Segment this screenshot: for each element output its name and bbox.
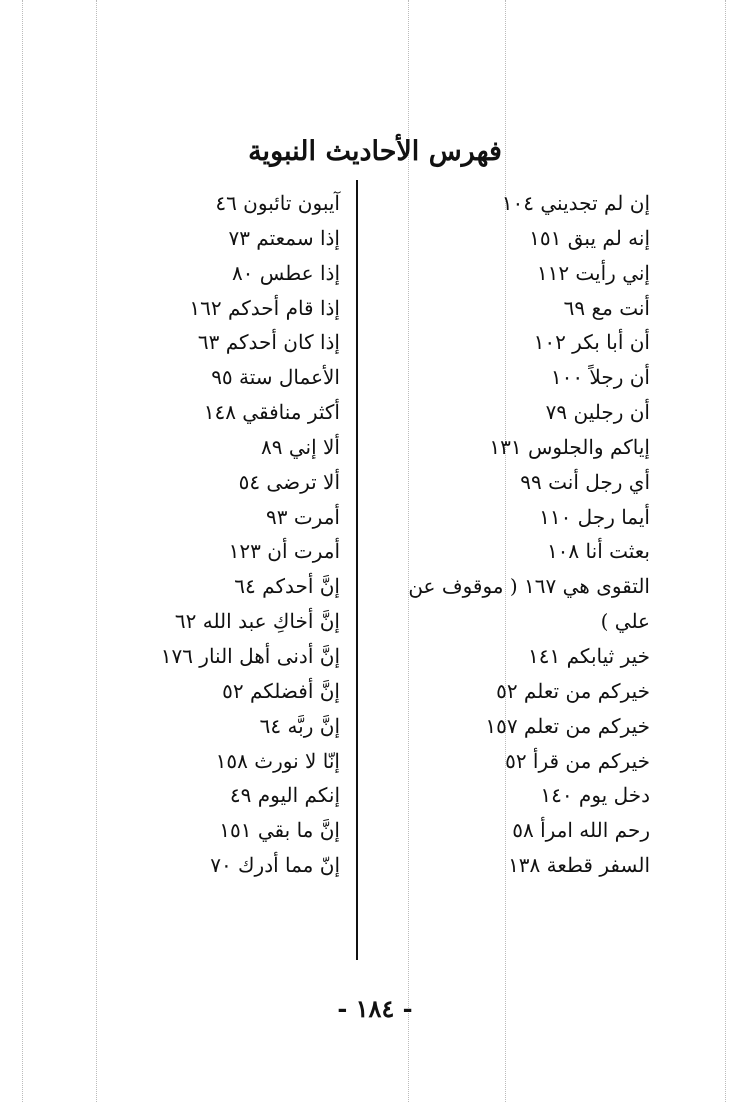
index-entry: ألا إني ٨٩ [261,434,340,459]
index-entry: رحم الله امرأ ٥٨ [512,818,650,843]
index-entry: آيبون تائبون ٤٦ [215,191,340,215]
column-divider [356,180,358,960]
index-entry: إنّ مما أدرك ٧٠ [210,853,340,878]
index-entry: إنَّ أخاكِ عبد الله ٦٢ [174,609,340,634]
index-entry: إذا سمعتم ٧٣ [228,225,340,250]
index-entry: إن لم تجديني ١٠٤ [501,191,650,215]
index-column-left [50,186,340,883]
index-column-right [350,186,650,883]
index-entry: خيركم من تعلم ١٥٧ [485,713,650,738]
index-entry: أن رجلين ٧٩ [545,400,650,425]
index-entry: إنَّ أحدكم ٦٤ [234,574,340,599]
index-entry: أن أبا بكر ١٠٢ [533,330,650,355]
index-entry: دخل يوم ١٤٠ [540,783,650,808]
index-entry-continuation: علي ) [600,609,650,634]
index-entry: إني رأيت ١١٢ [536,260,650,285]
index-entry: بعثت أنا ١٠٨ [546,539,650,564]
index-entry: أيما رجل ١١٠ [539,504,650,529]
index-entry: خيركم من تعلم ٥٢ [496,678,650,703]
index-entry: إياكم والجلوس ١٣١ [489,434,650,459]
index-entry: إنكم اليوم ٤٩ [229,783,340,808]
index-entry: أمرت أن ١٢٣ [228,539,340,564]
index-entry: إنَّ أفضلكم ٥٢ [222,678,340,703]
index-entry: إنه لم يبق ١٥١ [529,225,650,250]
index-entry: إذا قام أحدكم ١٦٢ [189,295,340,320]
index-entry: الأعمال ستة ٩٥ [211,365,340,390]
index-entry: أكثر منافقي ١٤٨ [203,400,340,425]
index-entry: إنَّ أدنى أهل النار ١٧٦ [160,643,340,668]
index-entry: ألا ترضى ٥٤ [238,469,340,494]
index-entry: إنَّ ما بقي ١٥١ [219,818,340,843]
index-entry: خير ثيابكم ١٤١ [528,643,650,668]
index-entry: أمرت ٩٣ [266,504,340,529]
index-entry: إذا كان أحدكم ٦٣ [197,330,340,355]
index-entry: إنّا لا نورث ١٥٨ [215,748,340,773]
index-entry: إذا عطس ٨٠ [231,260,340,285]
index-entry: إنَّ ربَّه ٦٤ [259,713,340,738]
page-title: فهرس الأحاديث النبوية [248,136,502,167]
page-number: - ١٨٤ - [337,994,413,1023]
index-entry: التقوى هي ١٦٧ ( موقوف عن [408,574,650,599]
index-entry: أنت مع ٦٩ [563,295,650,320]
index-entry: أي رجل أنت ٩٩ [520,469,650,494]
index-entry: السفر قطعة ١٣٨ [508,853,650,878]
index-entry: أن رجلاً ١٠٠ [550,365,650,390]
index-entry: خيركم من قرأ ٥٢ [505,748,650,773]
